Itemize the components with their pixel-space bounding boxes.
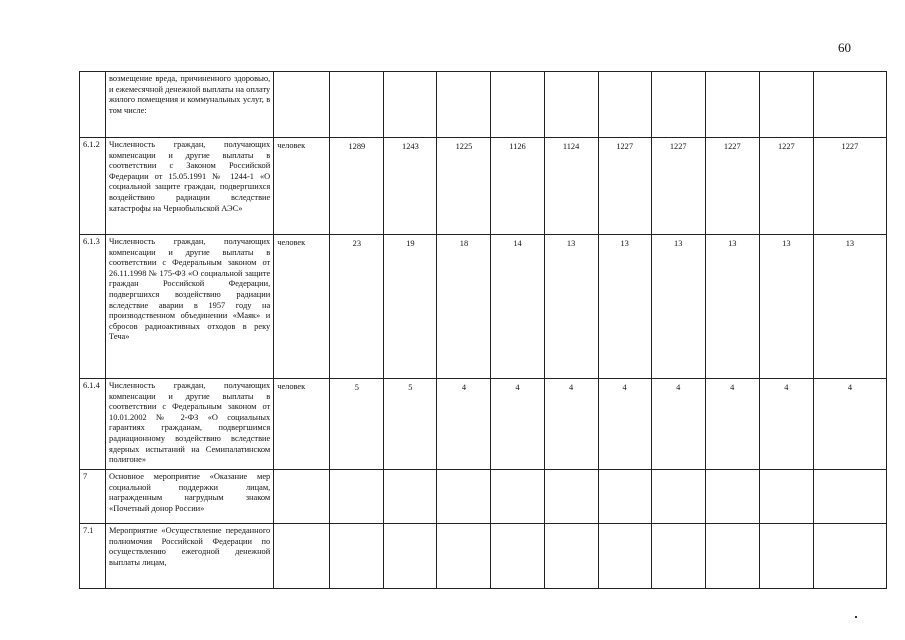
value-cell: 1227 (759, 138, 813, 235)
value-cell (651, 72, 705, 138)
value-cell: 13 (544, 235, 598, 379)
row-description: Основное мероприятие «Оказание мер социальной поддержки лицам, награжденным нагрудным знаком «Почетный донор России» (106, 470, 274, 524)
row-description: Численность граждан, получающих компенсации и другие выплаты в соответствии с Федеральным законом от 10.01.2002 № 2-ФЗ «О социальных гарантиях гражданам, подвергшимся радиационному воздействию вследствие ядерных испытаний на Семипалатинском полигоне» (106, 379, 274, 470)
page-number: 60 (838, 40, 851, 55)
value-cell: 4 (651, 379, 705, 470)
value-cell: 4 (759, 379, 813, 470)
row-description: Мероприятие «Осуществление переданного полномочия Российской Федерации по осуществлению ежегодной денежной выплаты лицам, (106, 524, 274, 589)
table-row (80, 235, 887, 379)
value-cell (437, 72, 491, 138)
row-number: 7 (80, 470, 106, 524)
value-cell: 1227 (813, 138, 886, 235)
row-unit: человек (274, 379, 330, 470)
value-cell: 4 (544, 379, 598, 470)
value-cell (598, 470, 651, 524)
scan-mark (855, 616, 857, 618)
value-cell: 1126 (491, 138, 544, 235)
value-cell: 1124 (544, 138, 598, 235)
value-cell: 19 (384, 235, 437, 379)
row-description: возмещение вреда, причиненного здоровью, и ежемесячной денежной выплаты на оплату жилого помещения и коммунальных услуг, в том числе: (106, 72, 274, 138)
row-unit (274, 470, 330, 524)
row-number: 6.1.4 (80, 379, 106, 470)
value-cell (491, 524, 544, 589)
row-unit: человек (274, 138, 330, 235)
value-cell (813, 470, 886, 524)
value-cell (384, 72, 437, 138)
value-cell: 13 (651, 235, 705, 379)
value-cell: 4 (705, 379, 759, 470)
value-cell: 5 (384, 379, 437, 470)
row-unit (274, 72, 330, 138)
value-cell (544, 524, 598, 589)
value-cell: 14 (491, 235, 544, 379)
value-cell (544, 72, 598, 138)
value-cell (598, 524, 651, 589)
row-unit (274, 524, 330, 589)
row-description: Численность граждан, получающих компенсации и другие выплаты в соответствии с Федеральным законом от 26.11.1998 № 175-ФЗ «О социальной защите граждан Российской Федерации, подвергшихся воздействию радиации вследствие аварии в 1957 году на производственном объединении «Маяк» и сбросов радиоактивных отходов в реку Теча» (106, 235, 274, 379)
value-cell (330, 524, 384, 589)
value-cell: 1225 (437, 138, 491, 235)
value-cell (544, 470, 598, 524)
value-cell (813, 72, 886, 138)
value-cell (330, 470, 384, 524)
value-cell (705, 524, 759, 589)
value-cell: 4 (491, 379, 544, 470)
value-cell (437, 470, 491, 524)
row-number: 6.1.2 (80, 138, 106, 235)
value-cell (384, 524, 437, 589)
value-cell: 4 (598, 379, 651, 470)
value-cell: 1243 (384, 138, 437, 235)
value-cell (813, 524, 886, 589)
value-cell (759, 72, 813, 138)
value-cell: 5 (330, 379, 384, 470)
value-cell: 1227 (651, 138, 705, 235)
value-cell (705, 470, 759, 524)
value-cell (330, 72, 384, 138)
value-cell (651, 524, 705, 589)
value-cell (759, 470, 813, 524)
row-unit: человек (274, 235, 330, 379)
row-number (80, 72, 106, 138)
value-cell: 13 (598, 235, 651, 379)
indicators-table (79, 71, 887, 589)
value-cell: 4 (437, 379, 491, 470)
table-row (80, 379, 887, 470)
value-cell: 23 (330, 235, 384, 379)
value-cell: 13 (759, 235, 813, 379)
value-cell (705, 72, 759, 138)
value-cell (384, 470, 437, 524)
table-row (80, 72, 887, 138)
table-row (80, 138, 887, 235)
table-row (80, 524, 887, 589)
value-cell: 1289 (330, 138, 384, 235)
value-cell: 1227 (598, 138, 651, 235)
value-cell (491, 470, 544, 524)
value-cell (437, 524, 491, 589)
value-cell (491, 72, 544, 138)
table-row (80, 470, 887, 524)
value-cell: 13 (705, 235, 759, 379)
row-number: 7.1 (80, 524, 106, 589)
value-cell (598, 72, 651, 138)
value-cell (759, 524, 813, 589)
value-cell: 1227 (705, 138, 759, 235)
value-cell: 4 (813, 379, 886, 470)
value-cell (651, 470, 705, 524)
row-number: 6.1.3 (80, 235, 106, 379)
value-cell: 18 (437, 235, 491, 379)
row-description: Численность граждан, получающих компенсации и другие выплаты в соответствии с Законом Российской Федерации от 15.05.1991 № 1244-1 «О социальной защите граждан, подвергшихся воздействию радиации вследствие катастрофы на Чернобыльской АЭС» (106, 138, 274, 235)
value-cell: 13 (813, 235, 886, 379)
